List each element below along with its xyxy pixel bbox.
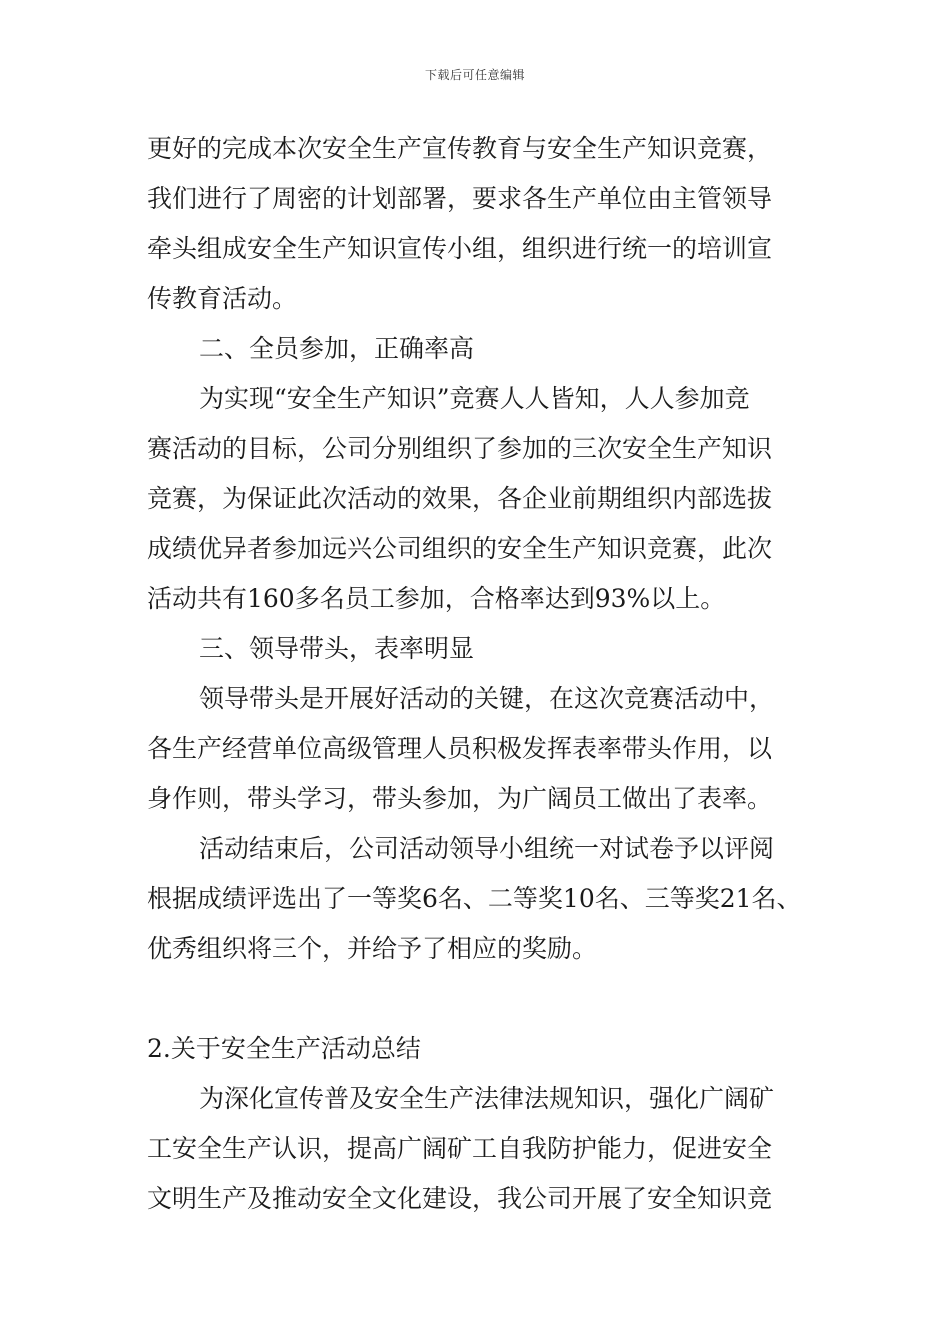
section-heading: 二、全员参加，正确率高 bbox=[199, 334, 475, 363]
body-line: 身作则，带头学习，带头参加，为广阔员工做出了表率。 bbox=[147, 784, 773, 813]
body-line: 竞赛，为保证此次活动的效果，各企业前期组织内部选拔 bbox=[147, 484, 773, 513]
body-line: 为深化宣传普及安全生产法律法规知识，强化广阔矿 bbox=[199, 1084, 775, 1113]
body-line: 活动结束后，公司活动领导小组统一对试卷予以评阅 bbox=[199, 834, 775, 863]
body-line: 各生产经营单位高级管理人员积极发挥表率带头作用，以 bbox=[147, 734, 773, 763]
body-line: 成绩优异者参加远兴公司组织的安全生产知识竞赛，此次 bbox=[147, 534, 773, 563]
header-note: 下载后可任意编辑 bbox=[424, 68, 525, 82]
body-line: 更好的完成本次安全生产宣传教育与安全生产知识竞赛， bbox=[147, 134, 773, 163]
body-line: 我们进行了周密的计划部署，要求各生产单位由主管领导 bbox=[147, 184, 773, 213]
body-line: 传教育活动。 bbox=[147, 284, 298, 313]
body-line: 领导带头是开展好活动的关键，在这次竞赛活动中， bbox=[199, 684, 775, 713]
paragraph-gap bbox=[147, 974, 827, 1024]
body-line: 为实现“安全生产知识”竞赛人人皆知，人人参加竞 bbox=[199, 384, 750, 413]
section-heading: 三、领导带头，表率明显 bbox=[199, 634, 475, 663]
body-line: 赛活动的目标，公司分别组织了参加的三次安全生产知识 bbox=[147, 434, 773, 463]
body-line: 优秀组织将三个，并给予了相应的奖励。 bbox=[147, 934, 598, 963]
body-line: 文明生产及推动安全文化建设，我公司开展了安全知识竞 bbox=[147, 1184, 773, 1213]
body-line: 活动共有160多名员工参加，合格率达到93%以上。 bbox=[147, 584, 726, 613]
document-body bbox=[147, 124, 827, 1224]
article-title: 2.关于安全生产活动总结 bbox=[147, 1034, 421, 1063]
body-line: 根据成绩评选出了一等奖6名、二等奖10名、三等奖21名、 bbox=[147, 884, 802, 913]
body-line: 工安全生产认识，提高广阔矿工自我防护能力，促进安全 bbox=[147, 1134, 773, 1163]
body-line: 牵头组成安全生产知识宣传小组，组织进行统一的培训宣 bbox=[147, 234, 773, 263]
